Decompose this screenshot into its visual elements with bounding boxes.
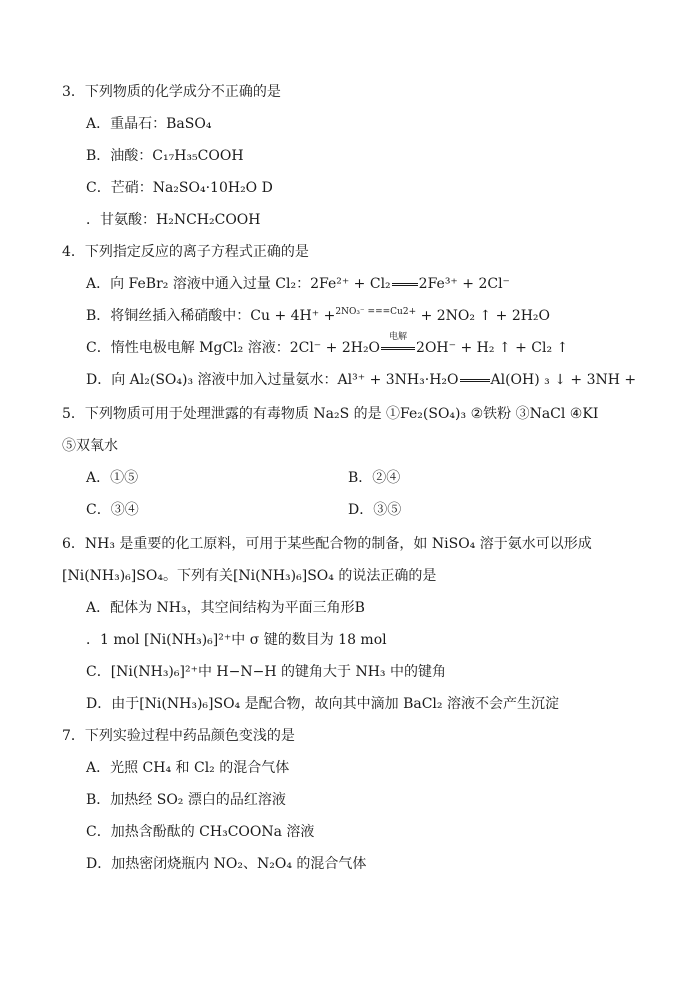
question-5-option-b: B．②④ <box>348 470 401 486</box>
equation-rhs: 2OH⁻ + H₂ ↑ + Cl₂ ↑ <box>416 340 569 356</box>
question-5-option-a: A．①⑤ <box>86 470 139 486</box>
question-7-stem: 7．下列实验过程中药品颜色变浅的是 <box>62 728 295 744</box>
question-6-option-b: ．1 mol [Ni(NH₃)₆]²⁺中 σ 键的数目为 18 mol <box>86 632 387 648</box>
equation-lhs: D．向 Al₂(SO₄)₃ 溶液中加入过量氨水：Al³⁺ + 3NH₃·H₂O <box>86 372 459 388</box>
question-7-option-b: B．加热经 SO₂ 漂白的品红溶液 <box>86 792 286 808</box>
question-5-option-d: D．③⑤ <box>348 502 402 518</box>
equation-lhs: A．向 FeBr₂ 溶液中通入过量 Cl₂：2Fe²⁺ + Cl₂ <box>86 276 391 292</box>
question-3-option-a: A．重晶石：BaSO₄ <box>86 116 212 132</box>
equation-lhs: C．惰性电极电解 MgCl₂ 溶液：2Cl⁻ + 2H₂O <box>86 340 381 356</box>
question-6-option-d: D．由于[Ni(NH₃)₆]SO₄ 是配合物，故向其中滴加 BaCl₂ 溶液不会产生沉淀 <box>86 696 559 712</box>
question-3-option-d: ．甘氨酸：H₂NCH₂COOH <box>86 212 261 228</box>
question-6-stem-line-2: [Ni(NH₃)₆]SO₄。下列有关[Ni(NH₃)₆]SO₄ 的说法正确的是 <box>62 568 437 584</box>
equation-rhs: + 2NO₂ ↑ + 2H₂O <box>420 308 551 324</box>
question-6-stem-line-1: 6．NH₃ 是重要的化工原料，可用于某些配合物的制备，如 NiSO₄ 溶于氨水可以形成 <box>62 536 592 552</box>
question-4-option-c <box>86 332 569 358</box>
electrolysis-label: 电解 <box>389 332 408 342</box>
question-3-option-c: C．芒硝：Na₂SO₄·10H₂O D <box>86 180 273 196</box>
question-3-option-b: B．油酸：C₁₇H₃₅COOH <box>86 148 244 164</box>
question-3-stem: 3．下列物质的化学成分不正确的是 <box>62 84 281 100</box>
equals-sign <box>392 283 418 286</box>
question-5-stem-line-1: 5．下列物质可用于处理泄露的有毒物质 Na₂S 的是 ①Fe₂(SO₄)₃ ②铁粉 ③NaCl ④KI <box>62 406 599 422</box>
equals-sign <box>460 379 490 382</box>
electrolysis-arrow <box>380 332 416 358</box>
equation-fragment: 2NO₃⁻ ===Cu2+ <box>335 307 417 317</box>
question-4-option-b <box>86 306 550 328</box>
equation-rhs: 2Fe³⁺ + 2Cl⁻ <box>418 276 510 292</box>
question-4-option-d <box>86 370 636 390</box>
question-5-option-c: C．③④ <box>86 502 139 518</box>
question-6-option-c: C．[Ni(NH₃)₆]²⁺中 H−N−H 的键角大于 NH₃ 中的键角 <box>86 664 446 680</box>
question-7-option-c: C．加热含酚酞的 CH₃COONa 溶液 <box>86 824 315 840</box>
question-5-stem-line-2: ⑤双氧水 <box>62 438 118 454</box>
question-4-option-a <box>86 274 510 294</box>
question-7-option-d: D．加热密闭烧瓶内 NO₂、N₂O₄ 的混合气体 <box>86 856 367 872</box>
equation-lhs: B．将铜丝插入稀硝酸中：Cu + 4H⁺ + <box>86 308 336 324</box>
question-4-stem: 4．下列指定反应的离子方程式正确的是 <box>62 244 309 260</box>
question-6-option-a: A．配体为 NH₃，其空间结构为平面三角形B <box>86 600 365 616</box>
question-7-option-a: A．光照 CH₄ 和 Cl₂ 的混合气体 <box>86 760 290 776</box>
equation-rhs: Al(OH) ₃ ↓ + 3NH + <box>490 372 637 388</box>
